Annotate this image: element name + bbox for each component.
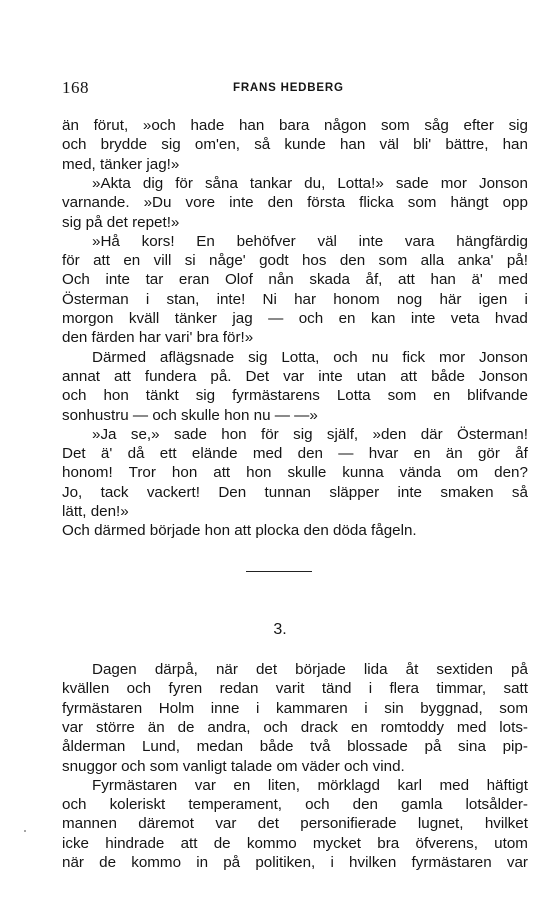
text-line: annat att fundera på. Det var inte utan att både Jonson <box>62 367 528 385</box>
text-line: morgon kväll tänker jag — och en kan inte veta hvad <box>62 310 528 327</box>
text-line: »Ja se,» sade hon för sig själf, »den där Österman! <box>92 425 528 443</box>
section-text-line: Fyrmästaren var en liten, mörklagd karl med häftigt <box>92 776 528 794</box>
text-line: den färden har vari' bra för!» <box>62 329 254 347</box>
text-line: sonhustru — och skulle hon nu — —» <box>62 406 318 424</box>
section-text-line: mannen däremot var det personifierade lugnet, hvilket <box>62 815 528 833</box>
section-number: 3. <box>273 621 287 638</box>
section-text-line: fyrmästaren Holm inne i kammaren i sin byggnad, som <box>62 699 528 717</box>
text-line: och hon tänkt sig fyrmästarens Lotta som en blifvande <box>62 387 528 405</box>
section-text-line: Dagen därpå, när det började lida åt sextiden på <box>92 661 528 678</box>
page-header <box>62 78 528 98</box>
section-text-line: var större än de andra, och drack en romtoddy med lots- <box>62 718 528 736</box>
text-line: lätt, den!» <box>62 503 129 520</box>
section-text-line: icke hindrade att de kommo mycket bra öfverens, utom <box>62 834 528 852</box>
page-number: 168 <box>62 78 89 97</box>
text-line: Därmed aflägsnade sig Lotta, och nu fick mor Jonson <box>92 348 528 366</box>
section-divider <box>246 571 312 572</box>
text-line: »Hå kors! En behöfver väl inte vara hängfärdig <box>92 232 528 250</box>
text-line: Österman i stan, inte! Ni har honom nog här igen i <box>62 290 528 308</box>
running-head: FRANS HEDBERG <box>233 82 344 94</box>
text-line: med, tänker jag!» <box>62 155 180 173</box>
text-line: för att en vill si någe' godt hos den som alla anka' på! <box>62 252 528 270</box>
section-text-line: och koleriskt temperament, och den gamla lotsålder- <box>62 796 528 814</box>
text-line: varnande. »Du vore inte den första flicka som hängt opp <box>62 194 528 212</box>
text-line: »Akta dig för såna tankar du, Lotta!» sade mor Jonson <box>92 174 528 192</box>
text-line: Jo, tack vackert! Den tunnan släpper inte smaken så <box>62 483 528 501</box>
text-line: Det ä' då ett elände med den — hvar en än gör åf <box>62 445 528 463</box>
text-line: honom! Tror hon att hon skulle kunna vända om den? <box>62 464 528 482</box>
section-text-line: kvällen och fyren redan varit tänd i flera timmar, satt <box>62 680 528 698</box>
page-speck <box>24 830 26 832</box>
text-line: Och därmed började hon att plocka den döda fågeln. <box>62 522 417 540</box>
section-text-line: snuggor och som vanligt talade om väder och vind. <box>62 757 405 775</box>
text-line: sig på det repet!» <box>62 213 180 231</box>
text-line: och brydde sig om'en, så kunde han väl bli' bättre, han <box>62 136 528 154</box>
text-line: än förut, »och hade han bara någon som såg efter sig <box>62 117 528 134</box>
section-text-line: ålderman Lund, medan både två blossade på sina pip- <box>62 738 528 756</box>
section-text-line: när de kommo in på politiken, i hvilken fyrmästaren var <box>62 854 528 871</box>
text-line: Och inte tar eran Olof nån skada åf, att han ä' med <box>62 271 528 289</box>
